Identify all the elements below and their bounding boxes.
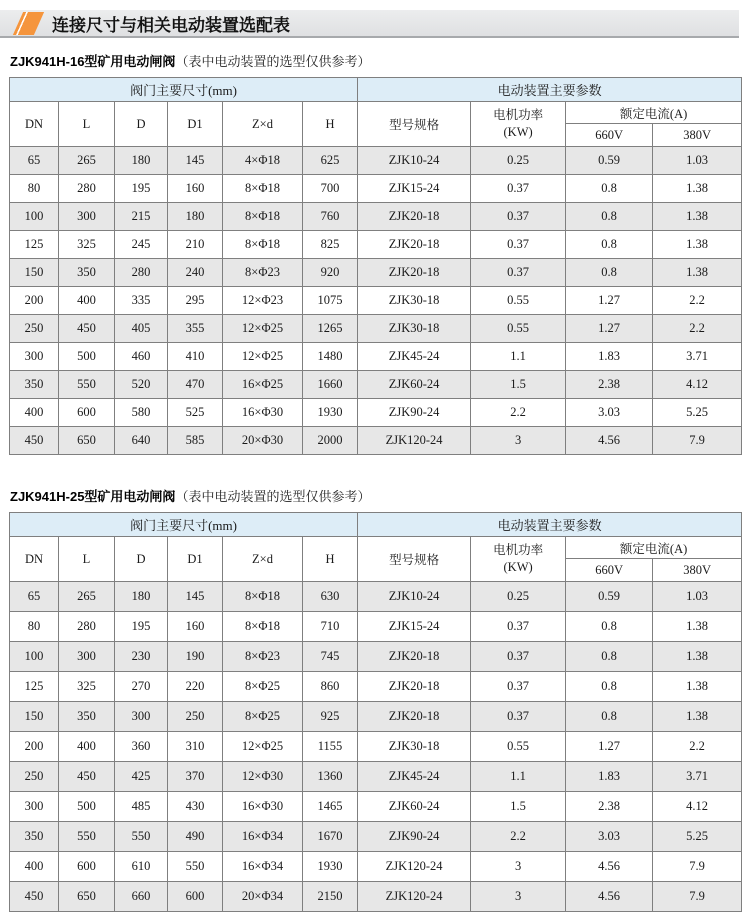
table-cell: 280 bbox=[59, 175, 115, 203]
table-cell: 470 bbox=[168, 371, 223, 399]
table-cell: 370 bbox=[168, 762, 223, 792]
table-row bbox=[10, 203, 742, 231]
table-cell: 1.1 bbox=[471, 343, 566, 371]
table-cell: 2.38 bbox=[566, 792, 653, 822]
table-cell: 450 bbox=[10, 882, 59, 912]
table-cell: 0.37 bbox=[471, 231, 566, 259]
table-cell: 16×Φ34 bbox=[223, 852, 303, 882]
table-row bbox=[10, 399, 742, 427]
table-cell: 1.38 bbox=[653, 175, 742, 203]
table-cell: 2.38 bbox=[566, 371, 653, 399]
table-row bbox=[10, 672, 742, 702]
table-cell: 3 bbox=[471, 882, 566, 912]
table-cell: 250 bbox=[10, 315, 59, 343]
col-header-660v: 660V bbox=[566, 559, 653, 582]
table-body-zjk941h-25 bbox=[10, 582, 742, 912]
table-cell: 0.37 bbox=[471, 612, 566, 642]
table-cell: 16×Φ30 bbox=[223, 399, 303, 427]
table-cell: 610 bbox=[115, 852, 168, 882]
table-cell: 825 bbox=[303, 231, 358, 259]
table-cell: 300 bbox=[10, 343, 59, 371]
table-row bbox=[10, 822, 742, 852]
table-cell: 660 bbox=[115, 882, 168, 912]
col-header-l: L bbox=[59, 537, 115, 582]
col-header-zxd: Z×d bbox=[223, 102, 303, 147]
table-cell: 500 bbox=[59, 792, 115, 822]
table-cell: 250 bbox=[10, 762, 59, 792]
table-cell: 145 bbox=[168, 147, 223, 175]
table-cell: 3.03 bbox=[566, 822, 653, 852]
table-cell: 0.8 bbox=[566, 259, 653, 287]
table-row bbox=[10, 315, 742, 343]
table-cell: 1.38 bbox=[653, 203, 742, 231]
table-row bbox=[10, 231, 742, 259]
table-cell: 640 bbox=[115, 427, 168, 455]
table-cell: ZJK120-24 bbox=[358, 882, 471, 912]
col-header-motor-power bbox=[471, 537, 566, 582]
table-cell: 500 bbox=[59, 343, 115, 371]
table-cell: 2150 bbox=[303, 882, 358, 912]
table-cell: 1.03 bbox=[653, 582, 742, 612]
col-header-dn: DN bbox=[10, 537, 59, 582]
table-cell: 180 bbox=[115, 147, 168, 175]
table-row bbox=[10, 792, 742, 822]
table-cell: 1.03 bbox=[653, 147, 742, 175]
table-cell: 350 bbox=[59, 702, 115, 732]
table-cell: 600 bbox=[59, 852, 115, 882]
table-cell: 20×Φ30 bbox=[223, 427, 303, 455]
col-header-d: D bbox=[115, 102, 168, 147]
table-cell: 0.59 bbox=[566, 582, 653, 612]
col-header-660v: 660V bbox=[566, 124, 653, 147]
table-body-zjk941h-16 bbox=[10, 147, 742, 455]
section-title-zjk941h-25 bbox=[10, 489, 750, 505]
col-header-d: D bbox=[115, 537, 168, 582]
table-cell: 1265 bbox=[303, 315, 358, 343]
table-cell: 325 bbox=[59, 231, 115, 259]
table-cell: 200 bbox=[10, 732, 59, 762]
table-cell: ZJK60-24 bbox=[358, 371, 471, 399]
page-header-bar bbox=[0, 10, 739, 38]
table-cell: 2.2 bbox=[471, 399, 566, 427]
table-cell: 1.38 bbox=[653, 672, 742, 702]
table-cell: 230 bbox=[115, 642, 168, 672]
table-row bbox=[10, 582, 742, 612]
table-cell: 150 bbox=[10, 702, 59, 732]
table-cell: ZJK45-24 bbox=[358, 762, 471, 792]
table-row bbox=[10, 612, 742, 642]
table-cell: 195 bbox=[115, 175, 168, 203]
table-cell: 3.71 bbox=[653, 762, 742, 792]
table-cell: 4.56 bbox=[566, 882, 653, 912]
table-cell: 190 bbox=[168, 642, 223, 672]
table-cell: 1.38 bbox=[653, 702, 742, 732]
table-cell: 16×Φ34 bbox=[223, 822, 303, 852]
table-cell: 485 bbox=[115, 792, 168, 822]
table-cell: ZJK15-24 bbox=[358, 612, 471, 642]
table-cell: 3 bbox=[471, 852, 566, 882]
table-cell: 355 bbox=[168, 315, 223, 343]
table-cell: 1155 bbox=[303, 732, 358, 762]
table-cell: 325 bbox=[59, 672, 115, 702]
table-cell: 280 bbox=[115, 259, 168, 287]
table-cell: 550 bbox=[115, 822, 168, 852]
table-cell: ZJK20-18 bbox=[358, 259, 471, 287]
table-cell: 0.8 bbox=[566, 702, 653, 732]
col-header-model: 型号规格 bbox=[358, 537, 471, 582]
table-cell: 630 bbox=[303, 582, 358, 612]
table-cell: 295 bbox=[168, 287, 223, 315]
table-cell: 4.56 bbox=[566, 852, 653, 882]
table-cell: ZJK90-24 bbox=[358, 399, 471, 427]
table-cell: 8×Φ25 bbox=[223, 702, 303, 732]
table-cell: 450 bbox=[10, 427, 59, 455]
table-cell: 8×Φ23 bbox=[223, 642, 303, 672]
table-cell: 16×Φ30 bbox=[223, 792, 303, 822]
table-cell: 4.56 bbox=[566, 427, 653, 455]
table-cell: 860 bbox=[303, 672, 358, 702]
table-cell: 450 bbox=[59, 315, 115, 343]
table-cell: 2000 bbox=[303, 427, 358, 455]
table-cell: 745 bbox=[303, 642, 358, 672]
table-cell: 1465 bbox=[303, 792, 358, 822]
table-cell: 145 bbox=[168, 582, 223, 612]
table-cell: 1075 bbox=[303, 287, 358, 315]
col-header-rated-current: 额定电流(A) bbox=[566, 102, 742, 124]
table-row bbox=[10, 287, 742, 315]
valve-model-name: ZJK941H-16型矿用电动闸阀 bbox=[10, 54, 176, 69]
table-cell: 350 bbox=[10, 371, 59, 399]
table-cell: 1.5 bbox=[471, 371, 566, 399]
col-header-380v: 380V bbox=[653, 559, 742, 582]
table-cell: 0.8 bbox=[566, 175, 653, 203]
table-cell: 280 bbox=[59, 612, 115, 642]
table-cell: 335 bbox=[115, 287, 168, 315]
table-cell: 360 bbox=[115, 732, 168, 762]
table-row bbox=[10, 732, 742, 762]
table-cell: ZJK45-24 bbox=[358, 343, 471, 371]
table-cell: 7.9 bbox=[653, 427, 742, 455]
table-cell: 450 bbox=[59, 762, 115, 792]
table-cell: 240 bbox=[168, 259, 223, 287]
motor-power-label: 电机功率 bbox=[493, 108, 544, 123]
table-cell: ZJK20-18 bbox=[358, 672, 471, 702]
table-row bbox=[10, 852, 742, 882]
table-cell: 0.37 bbox=[471, 175, 566, 203]
table-cell: 580 bbox=[115, 399, 168, 427]
table-cell: 0.37 bbox=[471, 203, 566, 231]
table-cell: 125 bbox=[10, 672, 59, 702]
table-cell: 3 bbox=[471, 427, 566, 455]
table-cell: 0.59 bbox=[566, 147, 653, 175]
col-header-h: H bbox=[303, 537, 358, 582]
table-cell: 920 bbox=[303, 259, 358, 287]
table-cell: 1.38 bbox=[653, 642, 742, 672]
table-cell: 0.55 bbox=[471, 732, 566, 762]
table-cell: 12×Φ25 bbox=[223, 343, 303, 371]
col-header-motor-power bbox=[471, 102, 566, 147]
motor-power-label: 电机功率 bbox=[493, 543, 544, 558]
table-cell: ZJK90-24 bbox=[358, 822, 471, 852]
spec-table-zjk941h-25 bbox=[9, 512, 742, 912]
table-cell: 460 bbox=[115, 343, 168, 371]
table-cell: 4.12 bbox=[653, 792, 742, 822]
table-cell: 710 bbox=[303, 612, 358, 642]
valve-model-name: ZJK941H-25型矿用电动闸阀 bbox=[10, 489, 176, 504]
table-cell: 600 bbox=[168, 882, 223, 912]
table-cell: ZJK120-24 bbox=[358, 427, 471, 455]
selection-note: （表中电动装置的选型仅供参考） bbox=[175, 54, 371, 69]
device-params-group-header: 电动装置主要参数 bbox=[358, 78, 742, 102]
table-row bbox=[10, 762, 742, 792]
table-cell: 1480 bbox=[303, 343, 358, 371]
table-cell: 245 bbox=[115, 231, 168, 259]
table-cell: 3.03 bbox=[566, 399, 653, 427]
table-cell: 525 bbox=[168, 399, 223, 427]
table-cell: 100 bbox=[10, 203, 59, 231]
col-header-d1: D1 bbox=[168, 102, 223, 147]
group-header-row bbox=[10, 513, 742, 537]
table-row bbox=[10, 702, 742, 732]
table-cell: 12×Φ30 bbox=[223, 762, 303, 792]
table-cell: 5.25 bbox=[653, 822, 742, 852]
table-row bbox=[10, 882, 742, 912]
table-cell: ZJK10-24 bbox=[358, 147, 471, 175]
table-cell: 0.55 bbox=[471, 315, 566, 343]
table-cell: 2.2 bbox=[471, 822, 566, 852]
table-cell: 550 bbox=[168, 852, 223, 882]
table-cell: 8×Φ18 bbox=[223, 175, 303, 203]
table-cell: 215 bbox=[115, 203, 168, 231]
selection-note: （表中电动装置的选型仅供参考） bbox=[175, 489, 371, 504]
col-header-zxd: Z×d bbox=[223, 537, 303, 582]
table-cell: ZJK30-18 bbox=[358, 732, 471, 762]
table-cell: 1930 bbox=[303, 852, 358, 882]
table-cell: 250 bbox=[168, 702, 223, 732]
table-row bbox=[10, 371, 742, 399]
table-cell: 4×Φ18 bbox=[223, 147, 303, 175]
group-header-row bbox=[10, 78, 742, 102]
table-cell: 0.8 bbox=[566, 642, 653, 672]
table-cell: 925 bbox=[303, 702, 358, 732]
table-cell: 425 bbox=[115, 762, 168, 792]
table-cell: 220 bbox=[168, 672, 223, 702]
table-cell: 550 bbox=[59, 371, 115, 399]
table-cell: 2.2 bbox=[653, 315, 742, 343]
table-cell: ZJK30-18 bbox=[358, 315, 471, 343]
table-cell: 0.25 bbox=[471, 582, 566, 612]
table-cell: 650 bbox=[59, 427, 115, 455]
table-cell: 1.38 bbox=[653, 612, 742, 642]
table-cell: 400 bbox=[10, 852, 59, 882]
section-title-zjk941h-16 bbox=[10, 54, 750, 70]
table-cell: 400 bbox=[59, 732, 115, 762]
col-header-h: H bbox=[303, 102, 358, 147]
table-cell: 0.8 bbox=[566, 672, 653, 702]
table-cell: 16×Φ25 bbox=[223, 371, 303, 399]
table-cell: 1.38 bbox=[653, 231, 742, 259]
table-cell: 8×Φ18 bbox=[223, 612, 303, 642]
col-header-d1: D1 bbox=[168, 537, 223, 582]
table-cell: 160 bbox=[168, 175, 223, 203]
table-row bbox=[10, 642, 742, 672]
table-cell: 1.1 bbox=[471, 762, 566, 792]
table-cell: 585 bbox=[168, 427, 223, 455]
table-cell: 0.37 bbox=[471, 259, 566, 287]
table-cell: ZJK120-24 bbox=[358, 852, 471, 882]
device-params-group-header: 电动装置主要参数 bbox=[358, 513, 742, 537]
table-cell: 310 bbox=[168, 732, 223, 762]
table-cell: ZJK30-18 bbox=[358, 287, 471, 315]
table-cell: 265 bbox=[59, 147, 115, 175]
table-cell: 270 bbox=[115, 672, 168, 702]
table-cell: 0.8 bbox=[566, 612, 653, 642]
table-cell: 1360 bbox=[303, 762, 358, 792]
table-row bbox=[10, 427, 742, 455]
table-cell: 0.37 bbox=[471, 672, 566, 702]
table-cell: 0.37 bbox=[471, 642, 566, 672]
col-header-model: 型号规格 bbox=[358, 102, 471, 147]
table-cell: 1.27 bbox=[566, 315, 653, 343]
table-cell: 8×Φ23 bbox=[223, 259, 303, 287]
valve-dimensions-group-header: 阀门主要尺寸(mm) bbox=[10, 78, 358, 102]
table-cell: 700 bbox=[303, 175, 358, 203]
col-header-dn: DN bbox=[10, 102, 59, 147]
table-cell: 12×Φ25 bbox=[223, 315, 303, 343]
table-cell: 1.83 bbox=[566, 762, 653, 792]
table-cell: 1660 bbox=[303, 371, 358, 399]
table-cell: ZJK15-24 bbox=[358, 175, 471, 203]
table-cell: 200 bbox=[10, 287, 59, 315]
orange-slash-icon bbox=[13, 12, 44, 35]
table-cell: 400 bbox=[10, 399, 59, 427]
table-cell: 650 bbox=[59, 882, 115, 912]
table-cell: 0.8 bbox=[566, 203, 653, 231]
table-cell: 1930 bbox=[303, 399, 358, 427]
table-cell: 760 bbox=[303, 203, 358, 231]
table-cell: 490 bbox=[168, 822, 223, 852]
table-cell: 65 bbox=[10, 147, 59, 175]
table-row bbox=[10, 343, 742, 371]
table-cell: 12×Φ23 bbox=[223, 287, 303, 315]
motor-power-unit: (KW) bbox=[503, 125, 533, 139]
table-cell: 1.38 bbox=[653, 259, 742, 287]
table-cell: 0.8 bbox=[566, 231, 653, 259]
table-cell: 265 bbox=[59, 582, 115, 612]
table-cell: 8×Φ25 bbox=[223, 672, 303, 702]
table-cell: 2.2 bbox=[653, 287, 742, 315]
table-cell: 300 bbox=[59, 642, 115, 672]
col-header-380v: 380V bbox=[653, 124, 742, 147]
table-cell: 5.25 bbox=[653, 399, 742, 427]
table-cell: 410 bbox=[168, 343, 223, 371]
table-cell: 350 bbox=[59, 259, 115, 287]
table-cell: ZJK20-18 bbox=[358, 702, 471, 732]
table-cell: 8×Φ18 bbox=[223, 231, 303, 259]
table-cell: ZJK60-24 bbox=[358, 792, 471, 822]
column-header-row bbox=[10, 537, 742, 559]
table-cell: 125 bbox=[10, 231, 59, 259]
table-cell: 7.9 bbox=[653, 852, 742, 882]
table-cell: 1.83 bbox=[566, 343, 653, 371]
page-title: 连接尺寸与相关电动装置选配表 bbox=[52, 15, 290, 35]
table-cell: 350 bbox=[10, 822, 59, 852]
table-cell: 12×Φ25 bbox=[223, 732, 303, 762]
table-cell: ZJK20-18 bbox=[358, 231, 471, 259]
table-cell: 300 bbox=[10, 792, 59, 822]
table-row bbox=[10, 147, 742, 175]
table-cell: 1670 bbox=[303, 822, 358, 852]
table-cell: 20×Φ34 bbox=[223, 882, 303, 912]
col-header-l: L bbox=[59, 102, 115, 147]
table-cell: 210 bbox=[168, 231, 223, 259]
table-cell: 7.9 bbox=[653, 882, 742, 912]
column-header-row bbox=[10, 102, 742, 124]
table-cell: ZJK20-18 bbox=[358, 203, 471, 231]
table-cell: 1.5 bbox=[471, 792, 566, 822]
table-cell: 8×Φ18 bbox=[223, 582, 303, 612]
table-cell: 80 bbox=[10, 612, 59, 642]
table-cell: 3.71 bbox=[653, 343, 742, 371]
table-cell: 430 bbox=[168, 792, 223, 822]
motor-power-unit: (KW) bbox=[503, 560, 533, 574]
table-cell: 405 bbox=[115, 315, 168, 343]
table-row bbox=[10, 259, 742, 287]
col-header-rated-current: 额定电流(A) bbox=[566, 537, 742, 559]
table-cell: 0.37 bbox=[471, 702, 566, 732]
spec-table-zjk941h-16 bbox=[9, 77, 742, 455]
table-cell: 400 bbox=[59, 287, 115, 315]
table-cell: ZJK20-18 bbox=[358, 642, 471, 672]
table-cell: 180 bbox=[168, 203, 223, 231]
table-cell: 8×Φ18 bbox=[223, 203, 303, 231]
table-cell: 0.55 bbox=[471, 287, 566, 315]
table-cell: 600 bbox=[59, 399, 115, 427]
table-cell: 180 bbox=[115, 582, 168, 612]
table-cell: 4.12 bbox=[653, 371, 742, 399]
table-cell: 150 bbox=[10, 259, 59, 287]
table-cell: 625 bbox=[303, 147, 358, 175]
table-row bbox=[10, 175, 742, 203]
table-cell: 0.25 bbox=[471, 147, 566, 175]
table-cell: 550 bbox=[59, 822, 115, 852]
table-cell: 160 bbox=[168, 612, 223, 642]
table-cell: ZJK10-24 bbox=[358, 582, 471, 612]
table-cell: 300 bbox=[59, 203, 115, 231]
table-cell: 2.2 bbox=[653, 732, 742, 762]
table-cell: 300 bbox=[115, 702, 168, 732]
table-cell: 100 bbox=[10, 642, 59, 672]
table-cell: 520 bbox=[115, 371, 168, 399]
table-cell: 195 bbox=[115, 612, 168, 642]
table-cell: 1.27 bbox=[566, 732, 653, 762]
table-cell: 80 bbox=[10, 175, 59, 203]
table-cell: 1.27 bbox=[566, 287, 653, 315]
table-cell: 65 bbox=[10, 582, 59, 612]
valve-dimensions-group-header: 阀门主要尺寸(mm) bbox=[10, 513, 358, 537]
